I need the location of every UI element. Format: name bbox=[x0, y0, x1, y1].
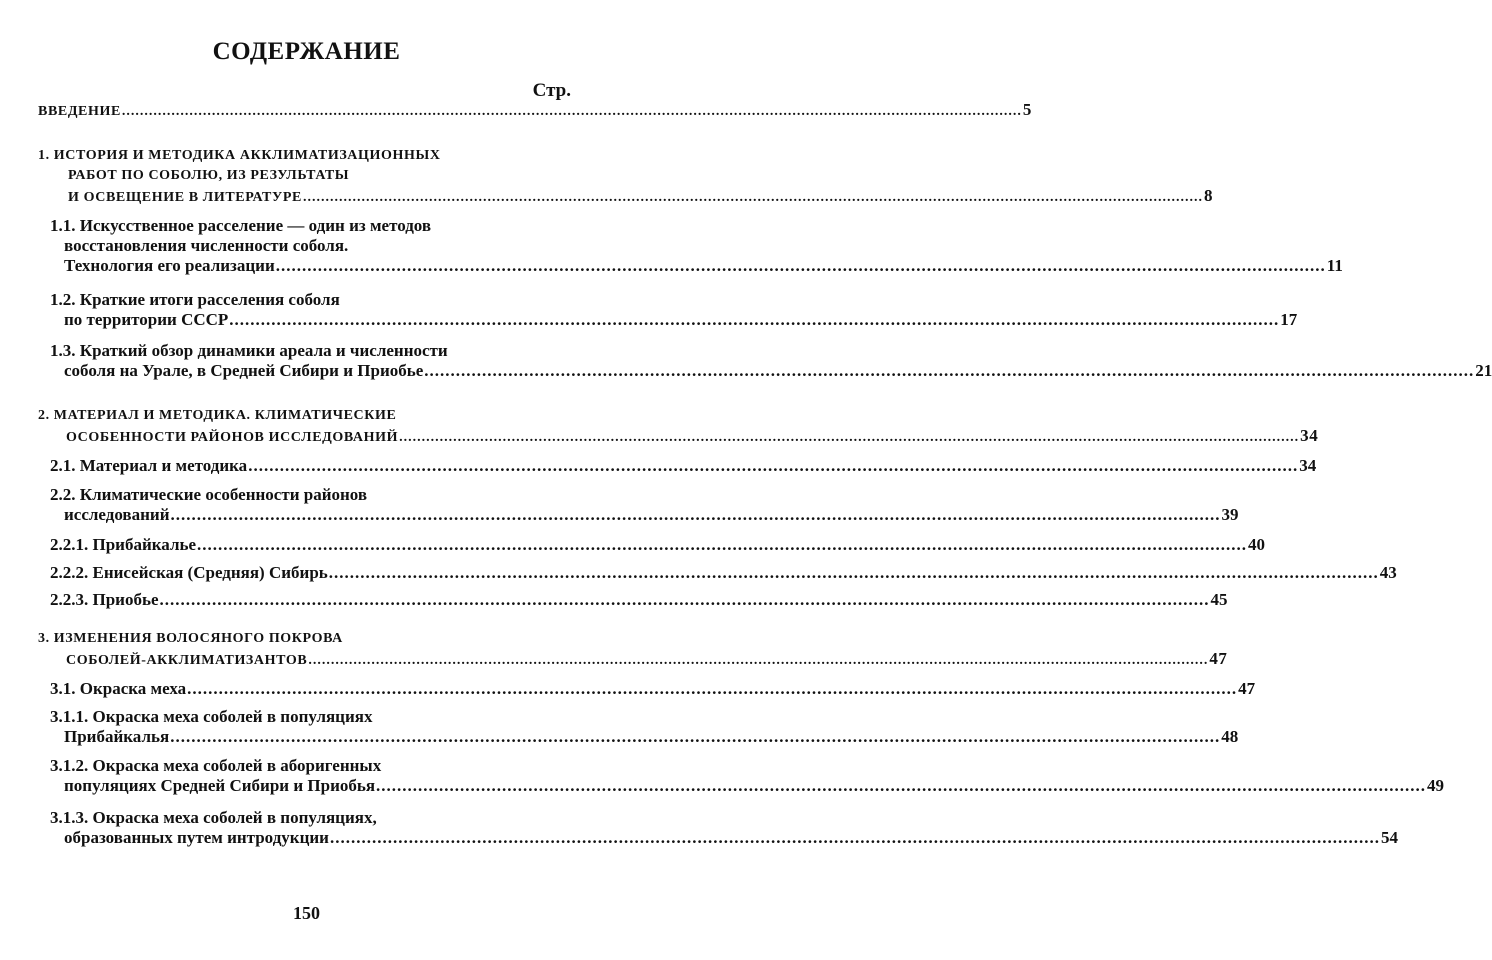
toc-entry-page: 39 bbox=[1221, 505, 1239, 524]
toc-entry-page: 54 bbox=[1380, 828, 1398, 847]
toc-entry-page: 48 bbox=[1221, 727, 1239, 746]
toc-entry-page: 11 bbox=[1326, 256, 1343, 275]
toc-entry-line: 3.1.2. Окраска меха соболей в аборигенных bbox=[50, 756, 382, 775]
toc-entry-last-line bbox=[50, 361, 1492, 381]
toc-entry-title: Прибайкалья bbox=[64, 727, 170, 746]
toc-entry-page: 49 bbox=[1427, 776, 1445, 795]
toc-entry bbox=[50, 808, 1398, 848]
toc-entry-title: 2.2.2. Енисейская (Средняя) Сибирь bbox=[50, 563, 328, 582]
toc-entry-last-line bbox=[50, 310, 1298, 330]
toc-entry-line: 1. ИСТОРИЯ И МЕТОДИКА АККЛИМАТИЗАЦИОННЫХ bbox=[38, 148, 441, 163]
dot-leader: ........................................................................................................................................................................................................ bbox=[187, 679, 1238, 698]
toc-entry-page: 47 bbox=[1238, 679, 1256, 698]
toc-entry-line: 3.1.3. Окраска меха соболей в популяциях, bbox=[50, 808, 377, 827]
toc-entry-line: 1.1. Искусственное расселение — один из методов bbox=[50, 216, 432, 235]
dot-leader: ........................................................................................................................................................................................................ bbox=[197, 535, 1248, 554]
toc-entry-title: популяциях Средней Сибири и Приобья bbox=[64, 776, 376, 795]
toc-entry bbox=[38, 100, 1033, 122]
toc-entry bbox=[50, 535, 1266, 555]
toc-entry-page: 34 bbox=[1300, 426, 1319, 445]
toc-entry-line: восстановления численности соболя. bbox=[64, 236, 349, 255]
toc-entry-last-line bbox=[50, 679, 1256, 699]
toc-entry-title: И ОСВЕЩЕНИЕ В ЛИТЕРАТУРЕ bbox=[68, 190, 302, 205]
dot-leader: ........................................................................................................................................................................................................ bbox=[275, 256, 1326, 275]
toc-entry bbox=[50, 456, 1317, 476]
toc-entry-last-line bbox=[50, 256, 1343, 276]
toc-entry-last-line bbox=[50, 590, 1228, 610]
toc-entry-last-line bbox=[38, 426, 1319, 448]
toc-entry-line: 3. ИЗМЕНЕНИЯ ВОЛОСЯНОГО ПОКРОВА bbox=[38, 631, 343, 646]
toc-entry-title: ОСОБЕННОСТИ РАЙОНОВ ИССЛЕДОВАНИЙ bbox=[66, 430, 399, 445]
dot-leader: ........................................................................................................................................................................................................ bbox=[376, 776, 1427, 795]
dot-leader: ........................................................................................................................................................................................................ bbox=[329, 828, 1380, 847]
toc-entry-line: 2.2. Климатические особенности районов bbox=[50, 485, 368, 504]
toc-entry-last-line bbox=[50, 505, 1239, 525]
toc-entry-line: 3.1.1. Окраска меха соболей в популяциях bbox=[50, 707, 373, 726]
toc-entry-title: 2.1. Материал и методика bbox=[50, 456, 248, 475]
page-column-label: Стр. bbox=[532, 80, 571, 101]
toc-entry-last-line bbox=[38, 649, 1228, 671]
toc-entry bbox=[50, 563, 1397, 583]
toc-entry-last-line bbox=[38, 100, 1033, 122]
toc-entry-title: 3.1. Окраска меха bbox=[50, 679, 187, 698]
toc-entry bbox=[50, 216, 1343, 276]
toc-entry bbox=[50, 590, 1228, 610]
toc-entry bbox=[38, 629, 1228, 671]
toc-entry-page: 21 bbox=[1475, 361, 1492, 380]
toc-entry bbox=[38, 146, 1214, 208]
toc-entry bbox=[50, 290, 1298, 330]
toc-entry-last-line bbox=[50, 456, 1317, 476]
toc-entry-last-line bbox=[50, 828, 1398, 848]
page-number: 150 bbox=[293, 903, 320, 923]
toc-entry-title: исследований bbox=[64, 505, 170, 524]
toc-entry bbox=[50, 707, 1239, 747]
toc-entry-title: Технология его реализации bbox=[64, 256, 275, 275]
toc-entry-title: образованных путем интродукции bbox=[64, 828, 329, 847]
dot-leader: ........................................................................................................................................................................................................ bbox=[302, 190, 1203, 205]
dot-leader: ........................................................................................................................................................................................................ bbox=[170, 727, 1221, 746]
toc-entry-last-line bbox=[50, 727, 1239, 747]
dot-leader: ........................................................................................................................................................................................................ bbox=[328, 563, 1379, 582]
toc-entry-page: 40 bbox=[1248, 535, 1266, 554]
toc-entry bbox=[50, 341, 1492, 381]
toc-entry-line: РАБОТ ПО СОБОЛЮ, ИЗ РЕЗУЛЬТАТЫ bbox=[68, 168, 350, 183]
dot-leader: ........................................................................................................................................................................................................ bbox=[424, 361, 1475, 380]
dot-leader: ........................................................................................................................................................................................................ bbox=[159, 590, 1210, 609]
toc-entry bbox=[38, 406, 1319, 448]
dot-leader: ........................................................................................................................................................................................................ bbox=[170, 505, 1221, 524]
dot-leader: ........................................................................................................................................................................................................ bbox=[308, 653, 1209, 668]
toc-entry-page: 43 bbox=[1379, 563, 1397, 582]
toc-entry-page: 17 bbox=[1280, 310, 1298, 329]
page-title: СОДЕРЖАНИЕ bbox=[212, 38, 401, 65]
toc-entry-title: СОБОЛЕЙ-АККЛИМАТИЗАНТОВ bbox=[66, 653, 308, 668]
dot-leader: ........................................................................................................................................................................................................ bbox=[248, 456, 1299, 475]
toc-entry-title: 2.2.3. Приобье bbox=[50, 590, 159, 609]
toc-entry-line: 1.2. Краткие итоги расселения соболя bbox=[50, 290, 340, 309]
toc-entry-page: 5 bbox=[1022, 100, 1033, 119]
dot-leader: ........................................................................................................................................................................................................ bbox=[399, 430, 1300, 445]
toc-entry bbox=[50, 756, 1445, 796]
toc-entry bbox=[50, 485, 1239, 525]
toc-entry-line: 2. МАТЕРИАЛ И МЕТОДИКА. КЛИМАТИЧЕСКИЕ bbox=[38, 408, 397, 423]
toc-entry-last-line bbox=[50, 563, 1397, 583]
toc-entry-page: 45 bbox=[1210, 590, 1228, 609]
toc-entry-page: 8 bbox=[1203, 186, 1214, 205]
toc-entry-title: 2.2.1. Прибайкалье bbox=[50, 535, 197, 554]
toc-entry bbox=[50, 679, 1256, 699]
toc-entry-title: по территории СССР bbox=[64, 310, 229, 329]
toc-entry-page: 47 bbox=[1209, 649, 1228, 668]
toc-entry-title: ВВЕДЕНИЕ bbox=[38, 104, 121, 119]
toc-entry-last-line bbox=[38, 186, 1214, 208]
toc-entry-title: соболя на Урале, в Средней Сибири и Приобье bbox=[64, 361, 424, 380]
toc-entry-last-line bbox=[50, 776, 1445, 796]
toc-entry-line: 1.3. Краткий обзор динамики ареала и численности bbox=[50, 341, 448, 360]
toc-entry-last-line bbox=[50, 535, 1266, 555]
toc-entry-page: 34 bbox=[1299, 456, 1317, 475]
dot-leader: ........................................................................................................................................................................................................ bbox=[121, 104, 1022, 119]
dot-leader: ........................................................................................................................................................................................................ bbox=[229, 310, 1280, 329]
